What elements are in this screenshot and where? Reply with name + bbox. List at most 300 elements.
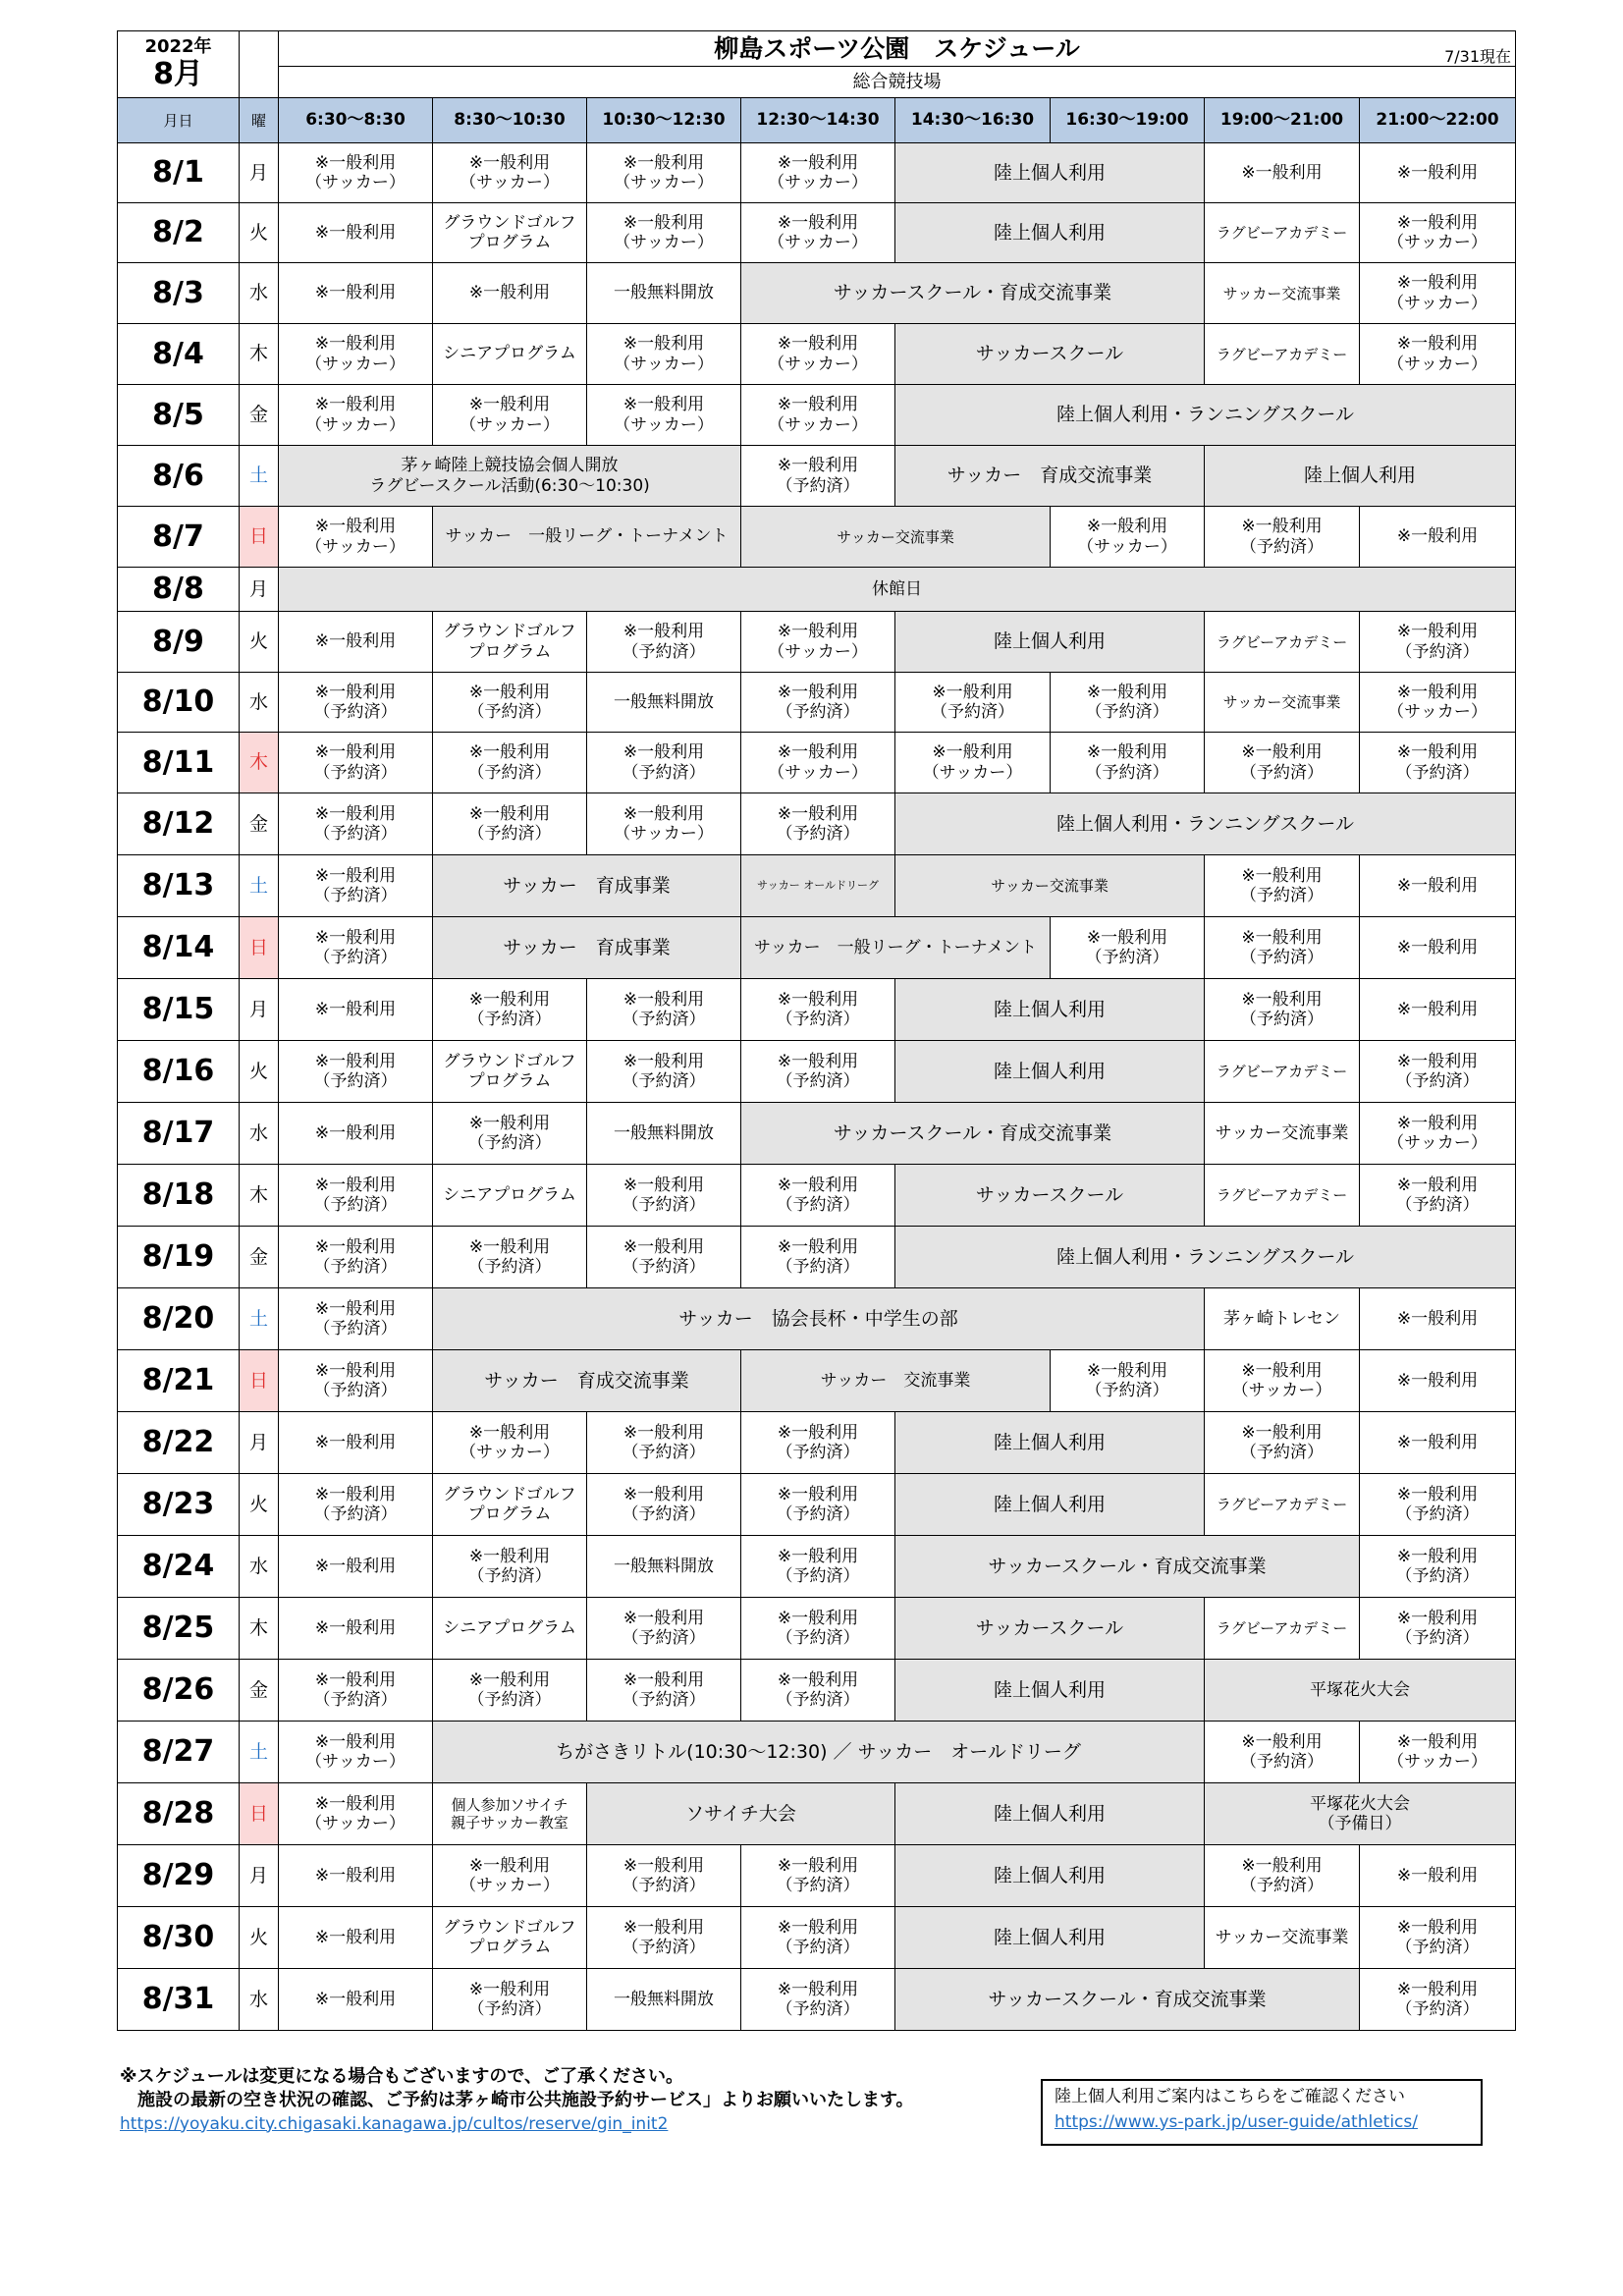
schedule-cell: ※一般利用 （予約済） [433, 979, 587, 1041]
schedule-row [118, 263, 1516, 324]
schedule-cell: 陸上個人利用 [895, 1845, 1205, 1907]
as-of-date: 7/31現在 [1444, 46, 1512, 66]
schedule-cell: ※一般利用 [279, 1969, 433, 2031]
col-header-slot: 12:30〜14:30 [741, 98, 895, 143]
schedule-cell: ※一般利用 （予約済） [741, 1969, 895, 2031]
schedule-cell: ※一般利用 （予約済） [1360, 1969, 1516, 2031]
schedule-cell: 陸上個人利用 [895, 1907, 1205, 1969]
schedule-cell: サッカー 育成事業 [433, 855, 741, 917]
row-day-of-week: 水 [240, 263, 279, 324]
schedule-cell: サッカー 育成交流事業 [895, 446, 1205, 507]
row-day-of-week: 金 [240, 1660, 279, 1722]
schedule-cell: 陸上個人利用 [1205, 446, 1516, 507]
schedule-row [118, 446, 1516, 507]
schedule-cell: ※一般利用 （予約済） [1205, 917, 1360, 979]
schedule-cell: ※一般利用 （サッカー） [741, 203, 895, 263]
schedule-cell: ※一般利用 （予約済） [1360, 1536, 1516, 1598]
schedule-cell: ※一般利用 （予約済） [741, 673, 895, 733]
schedule-cell: ※一般利用 （サッカー） [279, 507, 433, 568]
schedule-cell: ※一般利用 （サッカー） [279, 1722, 433, 1783]
schedule-cell: ※一般利用 （予約済） [587, 733, 741, 793]
row-day-of-week: 月 [240, 143, 279, 203]
row-date: 8/1 [118, 143, 240, 203]
row-date: 8/29 [118, 1845, 240, 1907]
schedule-cell: ※一般利用 [279, 979, 433, 1041]
schedule-cell: 陸上個人利用・ランニングスクール [895, 793, 1516, 855]
row-date: 8/28 [118, 1783, 240, 1845]
schedule-cell: ※一般利用 （予約済） [433, 793, 587, 855]
title-cell [279, 31, 1516, 67]
schedule-row [118, 733, 1516, 793]
row-day-of-week: 月 [240, 1845, 279, 1907]
row-date: 8/3 [118, 263, 240, 324]
schedule-cell: ※一般利用 （予約済） [279, 855, 433, 917]
schedule-cell: ※一般利用 （予約済） [587, 1227, 741, 1288]
schedule-row [118, 917, 1516, 979]
schedule-cell: ※一般利用 （予約済） [587, 612, 741, 673]
schedule-cell: グラウンドゴルフ プログラム [433, 1041, 587, 1103]
schedule-cell: 一般無料開放 [587, 1969, 741, 2031]
col-header-slot: 10:30〜12:30 [587, 98, 741, 143]
schedule-cell: ※一般利用 [279, 1412, 433, 1474]
row-date: 8/22 [118, 1412, 240, 1474]
schedule-cell: ※一般利用 （予約済） [433, 1103, 587, 1165]
schedule-cell: ※一般利用 （予約済） [279, 1660, 433, 1722]
schedule-cell: ※一般利用 （サッカー） [1360, 263, 1516, 324]
header-spacer [240, 31, 279, 98]
schedule-cell: ※一般利用 （予約済） [741, 1845, 895, 1907]
schedule-cell: 平塚花火大会 [1205, 1660, 1516, 1722]
schedule-cell: ※一般利用 （予約済） [433, 1660, 587, 1722]
schedule-row [118, 979, 1516, 1041]
schedule-cell: ラグビーアカデミー [1205, 1165, 1360, 1227]
schedule-cell: 陸上個人利用 [895, 143, 1205, 203]
schedule-cell: ※一般利用 （予約済） [1051, 1350, 1205, 1412]
notes-line-1: ※スケジュールは変更になる場合もございますので、ご了承ください。 [120, 2066, 684, 2087]
row-date: 8/26 [118, 1660, 240, 1722]
schedule-cell: ※一般利用 [1360, 1412, 1516, 1474]
schedule-cell: 個人参加ソサイチ 親子サッカー教室 [433, 1783, 587, 1845]
year-month-cell [118, 31, 240, 98]
schedule-cell: ※一般利用 （予約済） [1205, 733, 1360, 793]
schedule-cell: ※一般利用 （予約済） [741, 1412, 895, 1474]
schedule-cell: ※一般利用 （サッカー） [741, 143, 895, 203]
page-title: 柳島スポーツ公園 スケジュール [714, 33, 1080, 63]
schedule-table [117, 30, 1516, 2031]
schedule-cell: ※一般利用 （予約済） [587, 1845, 741, 1907]
schedule-cell: 平塚花火大会 （予備日） [1205, 1783, 1516, 1845]
schedule-cell: ※一般利用 （サッカー） [587, 793, 741, 855]
schedule-cell: ※一般利用 （サッカー） [1051, 507, 1205, 568]
schedule-cell: ※一般利用 （予約済） [1360, 1474, 1516, 1536]
schedule-row [118, 793, 1516, 855]
schedule-row [118, 1536, 1516, 1598]
schedule-cell: ※一般利用 （予約済） [1360, 1907, 1516, 1969]
schedule-cell: ※一般利用 （予約済） [1205, 1845, 1360, 1907]
schedule-cell: ※一般利用 [1360, 1288, 1516, 1350]
reservation-link[interactable]: https://yoyaku.city.chigasaki.kanagawa.jp/cultos/reserve/gin_init2 [120, 2113, 669, 2134]
schedule-cell: ※一般利用 （予約済） [741, 793, 895, 855]
schedule-cell: 休館日 [279, 568, 1516, 612]
schedule-cell: ※一般利用 [279, 1907, 433, 1969]
row-date: 8/6 [118, 446, 240, 507]
row-date: 8/9 [118, 612, 240, 673]
schedule-cell: サッカー オールドリーグ [741, 855, 895, 917]
row-day-of-week: 月 [240, 979, 279, 1041]
schedule-cell: サッカー 育成交流事業 [433, 1350, 741, 1412]
row-date: 8/14 [118, 917, 240, 979]
schedule-cell: ※一般利用 （予約済） [587, 1598, 741, 1660]
row-date: 8/25 [118, 1598, 240, 1660]
schedule-cell: ※一般利用 （予約済） [1205, 507, 1360, 568]
schedule-cell: ※一般利用 [1360, 917, 1516, 979]
col-header-slot: 6:30〜8:30 [279, 98, 433, 143]
row-date: 8/11 [118, 733, 240, 793]
schedule-row [118, 1598, 1516, 1660]
schedule-cell: ※一般利用 （サッカー） [741, 733, 895, 793]
schedule-cell: ※一般利用 （予約済） [587, 1474, 741, 1536]
schedule-cell: ※一般利用 [279, 612, 433, 673]
schedule-cell: ※一般利用 （予約済） [741, 1474, 895, 1536]
venue-name: 総合競技場 [279, 67, 1516, 98]
schedule-cell: ※一般利用 （予約済） [279, 673, 433, 733]
row-date: 8/18 [118, 1165, 240, 1227]
schedule-cell: ※一般利用 （予約済） [433, 673, 587, 733]
schedule-cell: ※一般利用 （予約済） [741, 1660, 895, 1722]
schedule-cell: サッカー交流事業 [1205, 673, 1360, 733]
schedule-cell: ※一般利用 [1360, 143, 1516, 203]
schedule-row [118, 1227, 1516, 1288]
row-date: 8/23 [118, 1474, 240, 1536]
col-header-slot: 8:30〜10:30 [433, 98, 587, 143]
schedule-cell: グラウンドゴルフ プログラム [433, 1907, 587, 1969]
schedule-row [118, 1783, 1516, 1845]
schedule-cell: ※一般利用 [1360, 507, 1516, 568]
schedule-cell: ※一般利用 （予約済） [279, 1288, 433, 1350]
row-day-of-week: 木 [240, 1598, 279, 1660]
schedule-cell: サッカー 協会長杯・中学生の部 [433, 1288, 1205, 1350]
schedule-cell: ※一般利用 （予約済） [587, 1165, 741, 1227]
schedule-cell: 陸上個人利用 [895, 979, 1205, 1041]
row-day-of-week: 火 [240, 612, 279, 673]
schedule-cell: ※一般利用 （予約済） [279, 1350, 433, 1412]
schedule-cell: ※一般利用 （予約済） [1360, 1598, 1516, 1660]
schedule-cell: ※一般利用 （予約済） [433, 1536, 587, 1598]
schedule-cell: ※一般利用 [1205, 143, 1360, 203]
row-day-of-week: 水 [240, 1969, 279, 2031]
schedule-row [118, 673, 1516, 733]
schedule-cell: ※一般利用 （予約済） [587, 1041, 741, 1103]
schedule-row [118, 1288, 1516, 1350]
schedule-cell: ※一般利用 （予約済） [741, 446, 895, 507]
schedule-cell: ※一般利用 （予約済） [433, 1227, 587, 1288]
schedule-cell: 一般無料開放 [587, 263, 741, 324]
schedule-cell: サッカー交流事業 [1205, 263, 1360, 324]
schedule-cell: サッカー 一般リーグ・トーナメント [433, 507, 741, 568]
row-day-of-week: 土 [240, 855, 279, 917]
month-label: 8月 [153, 57, 203, 92]
schedule-cell: ※一般利用 （予約済） [1051, 733, 1205, 793]
schedule-row [118, 1722, 1516, 1783]
athletics-info-box [1041, 2079, 1483, 2146]
schedule-cell: ※一般利用 [1360, 1845, 1516, 1907]
schedule-cell: ※一般利用 （サッカー） [433, 1412, 587, 1474]
schedule-cell: ※一般利用 （サッカー） [1360, 673, 1516, 733]
row-day-of-week: 木 [240, 1165, 279, 1227]
schedule-cell: ※一般利用 [1360, 979, 1516, 1041]
schedule-cell: ※一般利用 （予約済） [279, 1474, 433, 1536]
schedule-cell: 陸上個人利用 [895, 1412, 1205, 1474]
row-day-of-week: 火 [240, 1907, 279, 1969]
row-date: 8/16 [118, 1041, 240, 1103]
schedule-cell: ※一般利用 （予約済） [741, 1598, 895, 1660]
col-header-slot: 16:30〜19:00 [1051, 98, 1205, 143]
col-header-dow: 曜 [240, 98, 279, 143]
schedule-cell: ※一般利用 （サッカー） [279, 1783, 433, 1845]
schedule-cell: ※一般利用 （予約済） [279, 1041, 433, 1103]
row-day-of-week: 日 [240, 507, 279, 568]
schedule-cell: ※一般利用 [433, 263, 587, 324]
schedule-cell: サッカー交流事業 [741, 507, 1051, 568]
schedule-cell: ※一般利用 [1360, 1350, 1516, 1412]
row-date: 8/15 [118, 979, 240, 1041]
row-day-of-week: 火 [240, 1041, 279, 1103]
schedule-row [118, 203, 1516, 263]
schedule-cell: ラグビーアカデミー [1205, 1474, 1360, 1536]
schedule-cell: ※一般利用 （サッカー） [1360, 203, 1516, 263]
schedule-cell: ※一般利用 （サッカー） [895, 733, 1051, 793]
column-header-row [118, 98, 1516, 143]
schedule-cell: シニアプログラム [433, 1598, 587, 1660]
schedule-row [118, 612, 1516, 673]
schedule-cell: 陸上個人利用 [895, 1660, 1205, 1722]
row-day-of-week: 金 [240, 793, 279, 855]
schedule-cell: サッカースクール・育成交流事業 [741, 263, 1205, 324]
schedule-cell: ※一般利用 （サッカー） [741, 612, 895, 673]
schedule-cell: 陸上個人利用 [895, 1041, 1205, 1103]
schedule-cell: サッカースクール・育成交流事業 [741, 1103, 1205, 1165]
schedule-cell: 陸上個人利用 [895, 203, 1205, 263]
schedule-cell: ラグビーアカデミー [1205, 203, 1360, 263]
schedule-sheet [117, 30, 1515, 2031]
row-day-of-week: 土 [240, 1722, 279, 1783]
schedule-row [118, 507, 1516, 568]
schedule-cell: ※一般利用 （予約済） [1205, 979, 1360, 1041]
row-date: 8/10 [118, 673, 240, 733]
schedule-cell: シニアプログラム [433, 324, 587, 385]
schedule-cell: ※一般利用 （サッカー） [433, 143, 587, 203]
schedule-cell: ラグビーアカデミー [1205, 1598, 1360, 1660]
row-date: 8/24 [118, 1536, 240, 1598]
row-day-of-week: 月 [240, 568, 279, 612]
schedule-cell: ※一般利用 （予約済） [1051, 673, 1205, 733]
schedule-cell: ※一般利用 （予約済） [279, 1165, 433, 1227]
row-date: 8/2 [118, 203, 240, 263]
athletics-info-text: 陸上個人利用ご案内はこちらをご確認ください [1055, 2087, 1405, 2106]
schedule-row [118, 1660, 1516, 1722]
schedule-cell: ※一般利用 （サッカー） [741, 385, 895, 446]
schedule-cell: 陸上個人利用 [895, 1783, 1205, 1845]
row-date: 8/5 [118, 385, 240, 446]
schedule-cell: 茅ヶ崎陸上競技協会個人開放 ラグビースクール活動(6:30〜10:30) [279, 446, 741, 507]
schedule-cell: ※一般利用 （サッカー） [279, 324, 433, 385]
schedule-cell: シニアプログラム [433, 1165, 587, 1227]
schedule-row [118, 1103, 1516, 1165]
schedule-cell: サッカースクール [895, 1598, 1205, 1660]
schedule-cell: ※一般利用 （予約済） [741, 1227, 895, 1288]
schedule-cell: ※一般利用 （予約済） [1360, 733, 1516, 793]
schedule-cell: ※一般利用 （予約済） [279, 917, 433, 979]
schedule-row [118, 1845, 1516, 1907]
schedule-cell: サッカー 一般リーグ・トーナメント [741, 917, 1051, 979]
schedule-cell: ※一般利用 （予約済） [1360, 1165, 1516, 1227]
row-date: 8/19 [118, 1227, 240, 1288]
schedule-cell: ※一般利用 （サッカー） [279, 143, 433, 203]
schedule-cell: サッカースクール [895, 1165, 1205, 1227]
schedule-cell: ※一般利用 [279, 1536, 433, 1598]
col-header-slot: 14:30〜16:30 [895, 98, 1051, 143]
row-day-of-week: 木 [240, 324, 279, 385]
schedule-cell: ※一般利用 （予約済） [741, 1536, 895, 1598]
schedule-cell: ※一般利用 （サッカー） [279, 385, 433, 446]
row-day-of-week: 月 [240, 1412, 279, 1474]
row-day-of-week: 日 [240, 1783, 279, 1845]
footer-notes [120, 2065, 1053, 2136]
schedule-cell: ※一般利用 （予約済） [1051, 917, 1205, 979]
schedule-cell: 一般無料開放 [587, 1536, 741, 1598]
schedule-cell: ※一般利用 （サッカー） [433, 1845, 587, 1907]
schedule-row [118, 1412, 1516, 1474]
schedule-cell: ※一般利用 （サッカー） [587, 143, 741, 203]
schedule-cell: ※一般利用 （予約済） [279, 793, 433, 855]
row-day-of-week: 土 [240, 1288, 279, 1350]
schedule-cell: ※一般利用 （予約済） [587, 1660, 741, 1722]
schedule-cell: ※一般利用 （予約済） [741, 1165, 895, 1227]
row-date: 8/27 [118, 1722, 240, 1783]
schedule-cell: ちがさきリトル(10:30〜12:30) ／ サッカー オールドリーグ [433, 1722, 1205, 1783]
schedule-cell: 陸上個人利用 [895, 1474, 1205, 1536]
schedule-cell: サッカースクール・育成交流事業 [895, 1969, 1360, 2031]
schedule-cell: サッカー交流事業 [1205, 1907, 1360, 1969]
schedule-cell: ※一般利用 （サッカー） [587, 203, 741, 263]
row-date: 8/20 [118, 1288, 240, 1350]
schedule-cell: ※一般利用 [279, 1103, 433, 1165]
schedule-cell: ※一般利用 （サッカー） [587, 324, 741, 385]
row-date: 8/4 [118, 324, 240, 385]
schedule-cell: ※一般利用 （サッカー） [741, 324, 895, 385]
row-date: 8/31 [118, 1969, 240, 2031]
schedule-row [118, 1969, 1516, 2031]
schedule-cell: ※一般利用 （予約済） [1360, 1041, 1516, 1103]
schedule-row [118, 1474, 1516, 1536]
schedule-cell: サッカースクール [895, 324, 1205, 385]
schedule-cell: ※一般利用 （サッカー） [1360, 324, 1516, 385]
schedule-cell: ※一般利用 （サッカー） [1205, 1350, 1360, 1412]
schedule-cell: ※一般利用 （予約済） [741, 1907, 895, 1969]
schedule-cell: 陸上個人利用 [895, 612, 1205, 673]
schedule-cell: サッカースクール・育成交流事業 [895, 1536, 1360, 1598]
row-day-of-week: 金 [240, 385, 279, 446]
schedule-cell: 一般無料開放 [587, 1103, 741, 1165]
row-date: 8/13 [118, 855, 240, 917]
schedule-cell: ラグビーアカデミー [1205, 612, 1360, 673]
row-day-of-week: 日 [240, 917, 279, 979]
schedule-row [118, 855, 1516, 917]
schedule-cell: 一般無料開放 [587, 673, 741, 733]
schedule-row [118, 324, 1516, 385]
schedule-cell: 陸上個人利用・ランニングスクール [895, 1227, 1516, 1288]
row-day-of-week: 火 [240, 1474, 279, 1536]
schedule-cell: ※一般利用 （予約済） [741, 979, 895, 1041]
schedule-cell: グラウンドゴルフ プログラム [433, 1474, 587, 1536]
schedule-row [118, 1907, 1516, 1969]
row-day-of-week: 水 [240, 673, 279, 733]
schedule-cell: ※一般利用 [279, 1845, 433, 1907]
col-header-slot: 19:00〜21:00 [1205, 98, 1360, 143]
row-day-of-week: 水 [240, 1103, 279, 1165]
row-day-of-week: 水 [240, 1536, 279, 1598]
schedule-cell: ※一般利用 [279, 203, 433, 263]
row-date: 8/17 [118, 1103, 240, 1165]
row-date: 8/8 [118, 568, 240, 612]
notes-line-2: 施設の最新の空き状況の確認、ご予約は茅ヶ崎市公共施設予約サービス」よりお願いいたします。 [120, 2090, 914, 2111]
row-date: 8/30 [118, 1907, 240, 1969]
row-day-of-week: 日 [240, 1350, 279, 1412]
row-day-of-week: 金 [240, 1227, 279, 1288]
schedule-cell: ※一般利用 （予約済） [1205, 855, 1360, 917]
row-date: 8/21 [118, 1350, 240, 1412]
schedule-cell: ラグビーアカデミー [1205, 1041, 1360, 1103]
schedule-cell: ※一般利用 （予約済） [433, 1969, 587, 2031]
schedule-cell: ※一般利用 （サッカー） [587, 385, 741, 446]
schedule-cell: ※一般利用 [1360, 855, 1516, 917]
row-date: 8/12 [118, 793, 240, 855]
schedule-cell: ※一般利用 （サッカー） [1360, 1103, 1516, 1165]
schedule-cell: ※一般利用 （予約済） [587, 1907, 741, 1969]
schedule-cell: ※一般利用 （サッカー） [1360, 1722, 1516, 1783]
schedule-cell: サッカー交流事業 [1205, 1103, 1360, 1165]
row-day-of-week: 火 [240, 203, 279, 263]
schedule-cell: 陸上個人利用・ランニングスクール [895, 385, 1516, 446]
schedule-cell: ※一般利用 （予約済） [741, 1041, 895, 1103]
schedule-cell: グラウンドゴルフ プログラム [433, 203, 587, 263]
schedule-cell: グラウンドゴルフ プログラム [433, 612, 587, 673]
schedule-row [118, 143, 1516, 203]
athletics-info-link[interactable]: https://www.ys-park.jp/user-guide/athletics/ [1055, 2111, 1418, 2132]
schedule-cell: ラグビーアカデミー [1205, 324, 1360, 385]
schedule-row [118, 1350, 1516, 1412]
schedule-cell: ※一般利用 （予約済） [279, 1227, 433, 1288]
year-label: 2022年 [144, 35, 212, 57]
schedule-cell: ※一般利用 （予約済） [587, 1412, 741, 1474]
schedule-cell: ※一般利用 （予約済） [433, 733, 587, 793]
row-day-of-week: 土 [240, 446, 279, 507]
schedule-cell: ※一般利用 （予約済） [1360, 612, 1516, 673]
schedule-cell: サッカー交流事業 [895, 855, 1205, 917]
schedule-cell: ※一般利用 （予約済） [1205, 1412, 1360, 1474]
schedule-cell: ※一般利用 （予約済） [895, 673, 1051, 733]
col-header-date: 月日 [118, 98, 240, 143]
schedule-cell: ※一般利用 [279, 1598, 433, 1660]
schedule-cell: ※一般利用 （サッカー） [433, 385, 587, 446]
schedule-cell: ※一般利用 （予約済） [279, 733, 433, 793]
row-day-of-week: 木 [240, 733, 279, 793]
schedule-row [118, 568, 1516, 612]
schedule-cell: 茅ヶ崎トレセン [1205, 1288, 1360, 1350]
schedule-row [118, 385, 1516, 446]
col-header-slot: 21:00〜22:00 [1360, 98, 1516, 143]
schedule-cell: ※一般利用 [279, 263, 433, 324]
